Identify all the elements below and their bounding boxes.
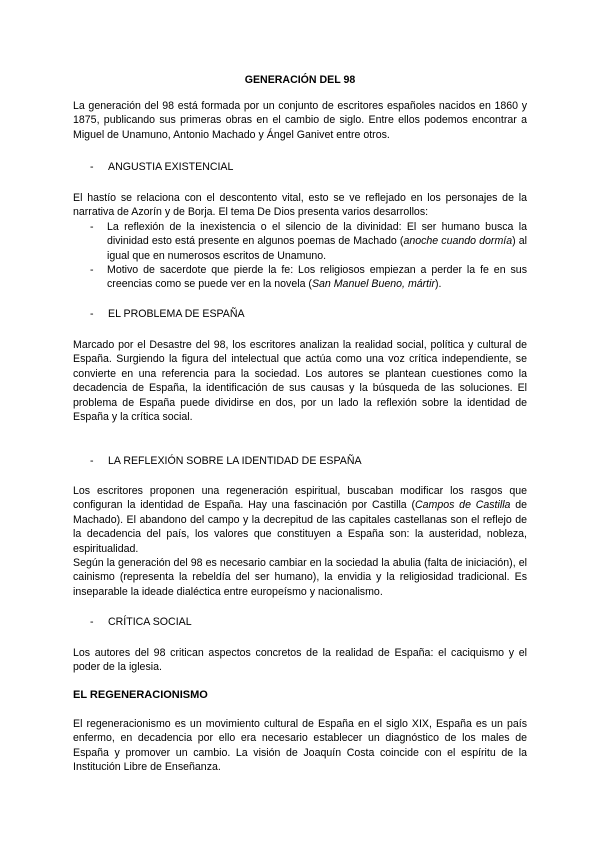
- dash-marker: -: [90, 264, 94, 277]
- bullet-list: [73, 220, 527, 292]
- section-heading-text: LA REFLEXIÓN SOBRE LA IDENTIDAD DE ESPAÑA: [108, 455, 362, 467]
- dash-marker: -: [90, 308, 94, 320]
- section-heading-text: EL PROBLEMA DE ESPAÑA: [108, 308, 245, 320]
- section-heading-text: ANGUSTIA EXISTENCIAL: [108, 161, 234, 173]
- dash-marker: -: [90, 455, 94, 467]
- section-problema-body: [73, 338, 527, 424]
- section-heading-critica: [90, 615, 192, 629]
- section-angustia-body: [73, 191, 527, 292]
- section-heading-angustia: [90, 160, 233, 174]
- section-paragraph: Marcado por el Desastre del 98, los escritores analizan la realidad social, política y cultural de España. Surgiendo la figura del intelectual que actúa como una voz crítica independiente, se convierte en una referencia para la sociedad. Los autores se plantean cuestiones como la decadencia de España, la identificación de sus causas y la búsqueda de las soluciones. El problema de España puede dividirse en dos, por un lado la reflexión sobre la identidad de España y la crítica social.: [73, 339, 527, 424]
- list-item-text: La reflexión de la inexistencia o el silencio de la divinidad: El ser humano busca la divinidad esto está presente en algunos poemas de Machado (: [107, 220, 527, 248]
- section-paragraph: [73, 484, 527, 556]
- list-item-text: Motivo de sacerdote que pierde la fe: Los religiosos empiezan a perder la fe en sus creencias como se puede ver en la novela (: [107, 264, 527, 291]
- list-item: [73, 220, 527, 263]
- dash-marker: -: [90, 161, 94, 173]
- work-title: anoche cuando dormía: [403, 235, 513, 248]
- dash-marker: -: [90, 616, 94, 628]
- intro-text: La generación del 98 está formada por un conjunto de escritores españoles nacidos en 1860 y 1875, publicando sus primeras obras en el cambio de siglo. Entre ellos podemos encontrar a Miguel de Unamuno, Antonio Machado y Ángel Ganivet entre otros.: [73, 100, 527, 141]
- section-critica-body: [73, 646, 527, 675]
- intro-paragraph: [73, 99, 527, 142]
- section-paragraph: Los autores del 98 critican aspectos concretos de la realidad de España: el caciquismo y el poder de la iglesia.: [73, 647, 527, 674]
- list-item-text: ) al igual que en numerosos escritos de Unamuno.: [107, 235, 527, 262]
- section-heading-regeneracionismo: EL REGENERACIONISMO: [73, 689, 208, 701]
- paragraph-text: Los escritores proponen una regeneración espiritual, buscaban modificar los rasgos que configuran la identidad de España. Hay una fascinación por Castilla (: [73, 485, 527, 512]
- section-identidad-body: [73, 484, 527, 599]
- paragraph-text: de Machado). El abandono del campo y la decrepitud de las capitales castellanas son el reflejo de la decadencia del país, los valores que constituyen a España son: la austeridad, nobleza, espiritualidad.: [73, 499, 527, 555]
- list-item-text: ).: [435, 278, 442, 291]
- list-item: [73, 263, 527, 292]
- document-title: GENERACIÓN DEL 98: [244, 74, 356, 86]
- section-regeneracionismo-body: [73, 717, 527, 775]
- section-paragraph: Según la generación del 98 es necesario cambiar en la sociedad la abulia (falta de iniciación), el cainismo (representa la rebeldía del ser humano), la envidia y la religiosidad tradicional. Es inseparable la ideade dialéctica entre europeísmo y nacionalismo.: [73, 557, 527, 598]
- section-paragraph: El regeneracionismo es un movimiento cultural de España en el siglo XIX, España es un país enfermo, en decadencia por ello era necesario establecer un diagnóstico de los males de España y promover un cambio. La visión de Joaquín Costa coincide con el espíritu de la Institución Libre de Enseñanza.: [73, 718, 527, 774]
- work-title: Campos de Castilla: [414, 499, 511, 512]
- section-heading-problema: [90, 307, 245, 321]
- work-title: San Manuel Bueno, mártir: [311, 278, 436, 291]
- dash-marker: -: [90, 220, 94, 233]
- section-heading-text: CRÍTICA SOCIAL: [108, 616, 192, 628]
- section-paragraph: El hastío se relaciona con el descontento vital, esto se ve reflejado en los personajes de la narrativa de Azorín y de Borja. El tema De Dios presenta varios desarrollos:: [73, 192, 527, 219]
- section-heading-identidad: [90, 454, 362, 468]
